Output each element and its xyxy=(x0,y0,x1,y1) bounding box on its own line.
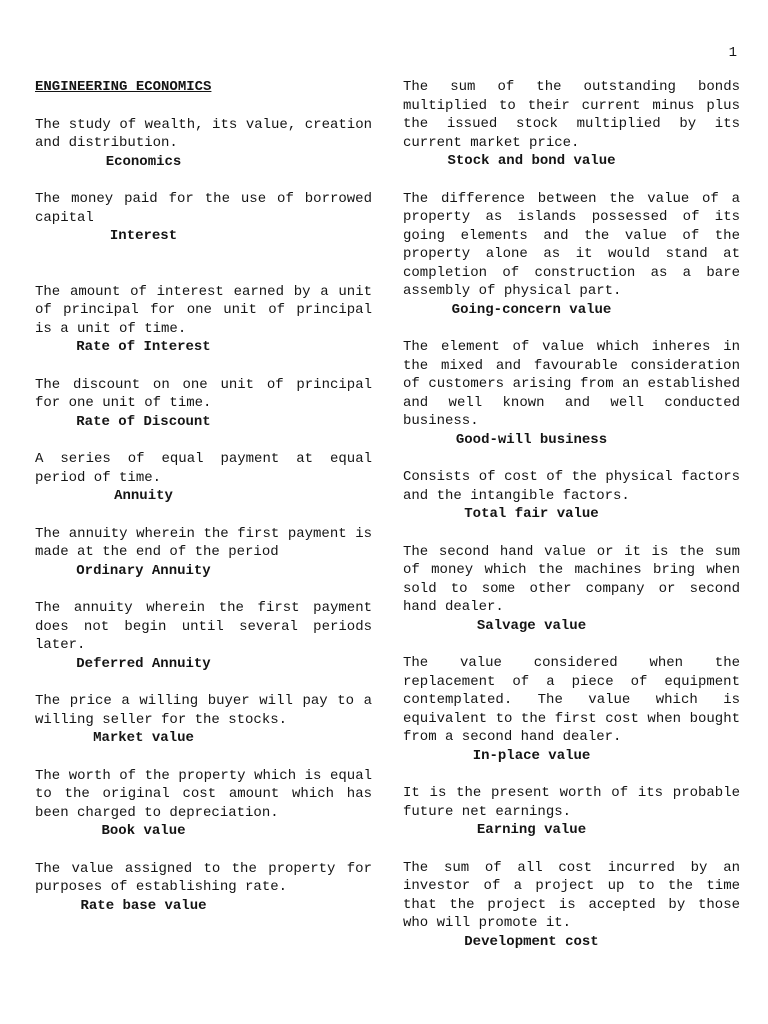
definition-entry xyxy=(403,784,740,840)
definition-entry xyxy=(35,450,372,506)
definition-text: The worth of the property which is equal to the original cost amount which has been charged to depreciation. xyxy=(35,767,372,821)
definition-entry xyxy=(35,692,372,748)
term-label: Book value xyxy=(101,823,186,839)
definition-entry xyxy=(35,767,372,841)
term-label: Rate of Interest xyxy=(76,339,211,355)
definition-text: The element of value which inheres in the mixed and favourable consideration of customers arising from an established and well known and well conducted business. xyxy=(403,339,740,429)
term-label: Market value xyxy=(93,730,194,746)
definition-text: The amount of interest earned by a unit of principal for one unit of principal is a unit of time. xyxy=(35,283,372,337)
term-label: Total fair value xyxy=(464,506,599,522)
definition-text: The difference between the value of a property as islands possessed of its going elements and the value of the property alone as it would stand at completion of construction as a bare assembly of physical part. xyxy=(403,190,740,299)
right-column xyxy=(403,78,740,970)
definition-entry xyxy=(35,525,372,581)
document-title: ENGINEERING ECONOMICS xyxy=(35,79,212,95)
left-column xyxy=(35,78,372,970)
definition-entry xyxy=(403,190,740,320)
definition-entry xyxy=(35,190,372,246)
term-label: Rate base value xyxy=(80,897,207,914)
definition-text: A series of equal payment at equal period of time. xyxy=(35,451,372,486)
definition-entry xyxy=(35,376,372,432)
term-label: Annuity xyxy=(114,488,173,504)
definition-text: The sum of all cost incurred by an investor of a project up to the time that the project is accepted by those who will promote it. xyxy=(403,859,740,931)
term-label: Earning value xyxy=(476,822,587,838)
definition-text: Consists of cost of the physical factors and the intangible factors. xyxy=(403,469,740,504)
term-label: Deferred Annuity xyxy=(76,655,211,672)
term-label: Ordinary Annuity xyxy=(76,562,211,579)
definition-text: The value assigned to the property for purposes of establishing rate. xyxy=(35,860,372,895)
definition-text: The discount on one unit of principal for one unit of time. xyxy=(35,376,372,411)
two-column-layout xyxy=(35,78,740,970)
term-label: Interest xyxy=(109,228,178,244)
term-label: Salvage value xyxy=(476,617,587,634)
definition-text: The price a willing buyer will pay to a willing seller for the stocks. xyxy=(35,693,372,728)
term-label: Economics xyxy=(105,153,182,170)
definition-entry xyxy=(403,78,740,171)
definition-text: The annuity wherein the first payment is made at the end of the period xyxy=(35,525,372,560)
term-label: Going-concern value xyxy=(451,301,612,318)
definition-entry xyxy=(403,468,740,524)
definition-text: The study of wealth, its value, creation and distribution. xyxy=(35,116,372,151)
definition-entry xyxy=(403,338,740,449)
definition-entry xyxy=(35,599,372,673)
definition-entry xyxy=(403,543,740,636)
term-label: In-place value xyxy=(472,747,591,764)
definition-text: The second hand value or it is the sum of money which the machines bring when sold to some other company or second hand dealer. xyxy=(403,543,740,615)
definition-text: The value considered when the replacement of a piece of equipment contemplated. The value which is equivalent to the first cost when bought from a second hand dealer. xyxy=(403,655,740,745)
term-label: Rate of Discount xyxy=(76,413,211,430)
definition-entry xyxy=(35,860,372,916)
definition-entry xyxy=(403,654,740,765)
definition-text: It is the present worth of its probable future net earnings. xyxy=(403,785,740,820)
definition-text: The annuity wherein the first payment does not begin until several periods later. xyxy=(35,600,372,653)
definition-entry xyxy=(403,859,740,952)
definition-entry xyxy=(35,116,372,172)
definition-entry xyxy=(35,283,372,357)
term-label: Good-will business xyxy=(455,431,608,448)
definition-text: The money paid for the use of borrowed capital xyxy=(35,191,372,226)
definition-text: The sum of the outstanding bonds multiplied to their current minus plus the issued stock multiplied by its current market price. xyxy=(403,79,740,151)
term-label: Stock and bond value xyxy=(447,153,616,169)
page-number: 1 xyxy=(728,45,737,61)
term-label: Development cost xyxy=(464,933,599,950)
